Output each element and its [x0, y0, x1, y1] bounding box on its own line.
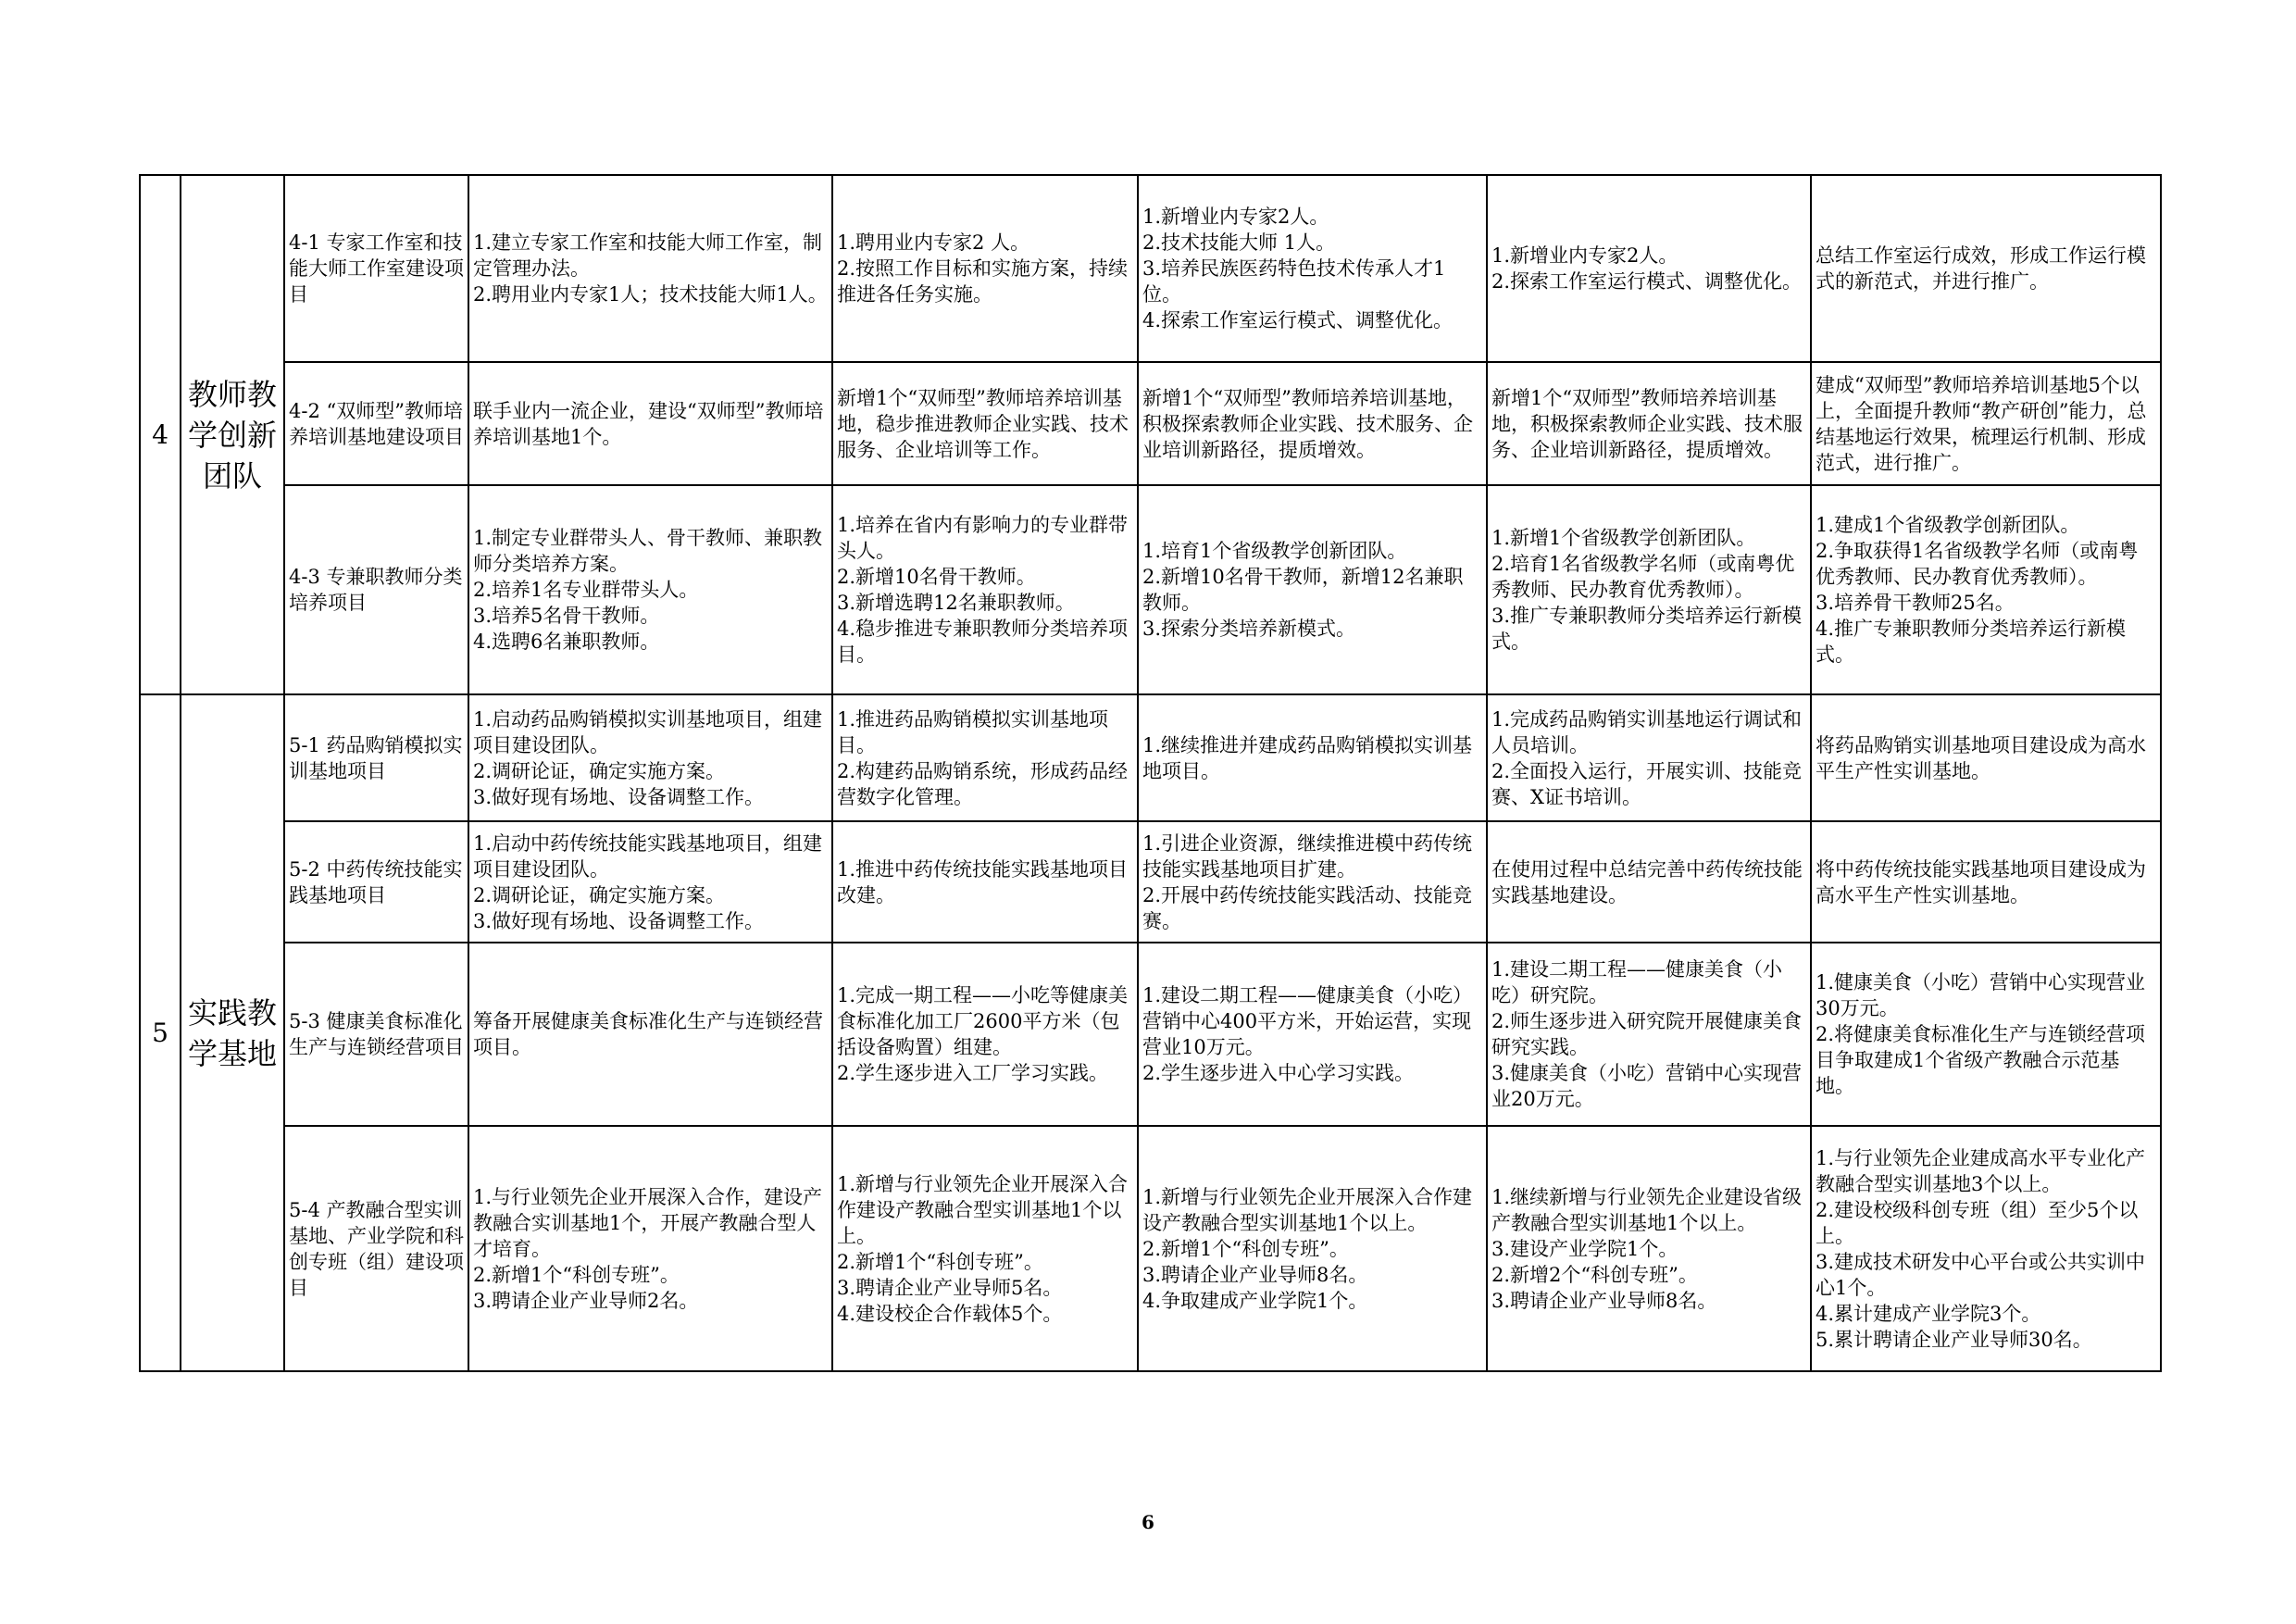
- project-name: 4-3 专兼职教师分类培养项目: [284, 485, 468, 694]
- stage-item: 1.新增与行业领先企业开展深入合作建设产教融合型实训基地1个以上。: [837, 1172, 1129, 1247]
- stage-item: 1.建立专家工作室和技能大师工作室，制定管理办法。: [473, 231, 823, 280]
- stage-item: 3.建成技术研发中心平台或公共实训中心1个。: [1816, 1250, 2146, 1299]
- stage-item: 2.全面投入运行，开展实训、技能竞赛、X证书培训。: [1491, 759, 1803, 808]
- stage-cell: [832, 694, 1138, 821]
- stage-item: 5.累计聘请企业产业导师30名。: [1816, 1328, 2092, 1351]
- stage-cell: [1138, 485, 1487, 694]
- stage-item: 3.聘请企业产业导师8名。: [1142, 1263, 1368, 1286]
- section-category: 实践教学基地: [181, 694, 284, 1371]
- stage-item: 2.按照工作目标和实施方案，持续推进各任务实施。: [837, 257, 1129, 306]
- stage-cell: [1811, 1126, 2161, 1371]
- stage-item: 联手业内一流企业，建设“双师型”教师培养培训基地1个。: [473, 399, 824, 448]
- stage-item: 2.新增2个“科创专班”。: [1491, 1263, 1698, 1286]
- stage-item: 2.新增1个“科创专班”。: [473, 1263, 680, 1286]
- stage-cell: [1811, 694, 2161, 821]
- stage-cell: [832, 485, 1138, 694]
- project-name: 5-2 中药传统技能实践基地项目: [284, 821, 468, 943]
- section-number: 4: [140, 175, 181, 694]
- stage-cell: [1138, 821, 1487, 943]
- stage-item: 3.做好现有场地、设备调整工作。: [473, 909, 765, 932]
- stage-item: 1.推进药品购销模拟实训基地项目。: [837, 707, 1109, 756]
- stage-item: 总结工作室运行成效，形成工作运行模式的新范式，并进行推广。: [1816, 244, 2146, 293]
- stage-item: 2.新增1个“科创专班”。: [837, 1250, 1043, 1273]
- project-name: 4-2 “双师型”教师培养培训基地建设项目: [284, 362, 468, 485]
- stage-item: 新增1个“双师型”教师培养培训基地，积极探索教师企业实践、技术服务、企业培训新路径，提质增效。: [1491, 386, 1803, 461]
- plan-table-body: [140, 175, 2161, 1371]
- stage-cell: [1138, 694, 1487, 821]
- stage-item: 3.建设产业学院1个。: [1491, 1237, 1678, 1260]
- stage-cell: [832, 943, 1138, 1126]
- stage-item: 将中药传统技能实践基地项目建设成为高水平生产性实训基地。: [1816, 857, 2146, 906]
- stage-cell: [1811, 821, 2161, 943]
- stage-cell: [1487, 1126, 1811, 1371]
- stage-item: 4.稳步推进专兼职教师分类培养项目。: [837, 618, 1129, 666]
- stage-item: 3.培养骨干教师25名。: [1816, 592, 2015, 614]
- stage-item: 2.培养1名专业群带头人。: [473, 579, 699, 601]
- stage-item: 3.聘请企业产业导师2名。: [473, 1289, 699, 1312]
- stage-item: 1.启动中药传统技能实践基地项目，组建项目建设团队。: [473, 831, 823, 881]
- section-number: 5: [140, 694, 181, 1371]
- table-row: [140, 175, 2161, 362]
- stage-item: 2.师生逐步进入研究院开展健康美食研究实践。: [1491, 1010, 1803, 1058]
- stage-item: 1.建设二期工程——健康美食（小吃）营销中心400平方米，开始运营，实现营业10万元。: [1142, 984, 1473, 1058]
- stage-item: 1.建设二期工程——健康美食（小吃）研究院。: [1491, 958, 1783, 1006]
- stage-item: 1.新增1个省级教学创新团队。: [1491, 527, 1756, 549]
- stage-cell: [1811, 175, 2161, 362]
- stage-cell: [1811, 943, 2161, 1126]
- table-row: [140, 485, 2161, 694]
- stage-item: 1.培育1个省级教学创新团队。: [1142, 540, 1407, 562]
- stage-item: 1.新增业内专家2人。: [1142, 206, 1329, 228]
- table-row: [140, 943, 2161, 1126]
- project-name: 4-1 专家工作室和技能大师工作室建设项目: [284, 175, 468, 362]
- stage-item: 1.启动药品购销模拟实训基地项目，组建项目建设团队。: [473, 707, 823, 756]
- stage-cell: [1487, 362, 1811, 485]
- stage-item: 2.开展中药传统技能实践活动、技能竞赛。: [1142, 883, 1473, 932]
- stage-item: 2.学生逐步进入中心学习实践。: [1142, 1062, 1415, 1084]
- plan-table: [139, 174, 2162, 1372]
- stage-item: 4.探索工作室运行模式、调整优化。: [1142, 309, 1454, 331]
- stage-item: 2.争取获得1名省级教学名师（或南粤优秀教师、民办教育优秀教师）。: [1816, 540, 2139, 588]
- stage-item: 2.调研论证，确定实施方案。: [473, 759, 726, 782]
- stage-item: 1.推进中药传统技能实践基地项目改建。: [837, 857, 1129, 906]
- stage-item: 1.与行业领先企业建成高水平专业化产教融合型实训基地3个以上。: [1816, 1146, 2146, 1195]
- stage-item: 在使用过程中总结完善中药传统技能实践基地建设。: [1491, 857, 1803, 906]
- project-name: 5-3 健康美食标准化生产与连锁经营项目: [284, 943, 468, 1126]
- stage-cell: [832, 362, 1138, 485]
- stage-cell: [1487, 943, 1811, 1126]
- stage-item: 2.探索工作室运行模式、调整优化。: [1491, 270, 1803, 293]
- stage-item: 3.聘请企业产业导师5名。: [837, 1276, 1063, 1299]
- stage-cell: [468, 694, 832, 821]
- stage-item: 2.新增10名骨干教师，新增12名兼职教师。: [1142, 566, 1464, 614]
- stage-cell: [1138, 175, 1487, 362]
- stage-item: 2.新增10名骨干教师。: [837, 566, 1036, 588]
- stage-item: 1.健康美食（小吃）营销中心实现营业30万元。: [1816, 971, 2146, 1019]
- stage-item: 4.累计建成产业学院3个。: [1816, 1302, 2041, 1325]
- stage-item: 4.选聘6名兼职教师。: [473, 631, 660, 653]
- stage-cell: [468, 821, 832, 943]
- stage-item: 新增1个“双师型”教师培养培训基地，稳步推进教师企业实践、技术服务、企业培训等工作。: [837, 386, 1129, 461]
- stage-item: 2.将健康美食标准化生产与连锁经营项目争取建成1个省级产教融合示范基地。: [1816, 1023, 2146, 1097]
- stage-item: 1.与行业领先企业开展深入合作，建设产教融合实训基地1个，开展产教融合型人才培育。: [473, 1185, 823, 1260]
- stage-item: 3.培养5名骨干教师。: [473, 605, 660, 627]
- project-name: 5-4 产教融合型实训基地、产业学院和科创专班（组）建设项目: [284, 1126, 468, 1371]
- stage-cell: [1811, 485, 2161, 694]
- stage-cell: [1487, 175, 1811, 362]
- stage-item: 3.新增选聘12名兼职教师。: [837, 592, 1075, 614]
- stage-item: 将药品购销实训基地项目建设成为高水平生产性实训基地。: [1816, 733, 2146, 782]
- stage-item: 新增1个“双师型”教师培养培训基地，积极探索教师企业实践、技术服务、企业培训新路径，提质增效。: [1142, 386, 1473, 461]
- stage-item: 2.技术技能大师 1人。: [1142, 231, 1336, 254]
- stage-cell: [468, 1126, 832, 1371]
- stage-cell: [468, 175, 832, 362]
- section-category: 教师教学创新团队: [181, 175, 284, 694]
- stage-item: 2.聘用业内专家1人；技术技能大师1人。: [473, 283, 828, 306]
- stage-item: 3.培养民族医药特色技术传承人才1位。: [1142, 257, 1446, 306]
- table-row: [140, 821, 2161, 943]
- stage-item: 4.争取建成产业学院1个。: [1142, 1289, 1368, 1312]
- stage-item: 3.聘请企业产业导师8名。: [1491, 1289, 1717, 1312]
- stage-cell: [1811, 362, 2161, 485]
- stage-item: 筹备开展健康美食标准化生产与连锁经营项目。: [473, 1010, 823, 1058]
- stage-item: 1.完成一期工程——小吃等健康美食标准化加工厂2600平方米（包括设备购置）组建。: [837, 984, 1129, 1058]
- stage-cell: [468, 485, 832, 694]
- stage-item: 1.建成1个省级教学创新团队。: [1816, 514, 2080, 536]
- stage-cell: [468, 362, 832, 485]
- stage-item: 3.做好现有场地、设备调整工作。: [473, 785, 765, 808]
- page-number: 6: [1142, 1511, 1154, 1533]
- stage-item: 2.新增1个“科创专班”。: [1142, 1237, 1349, 1260]
- stage-item: 1.完成药品购销实训基地运行调试和人员培训。: [1491, 707, 1803, 756]
- stage-item: 4.推广专兼职教师分类培养运行新模式。: [1816, 618, 2127, 666]
- stage-item: 2.学生逐步进入工厂学习实践。: [837, 1062, 1109, 1084]
- stage-cell: [1138, 362, 1487, 485]
- stage-item: 3.探索分类培养新模式。: [1142, 618, 1356, 640]
- table-row: [140, 1126, 2161, 1371]
- stage-item: 4.建设校企合作载体5个。: [837, 1302, 1063, 1325]
- stage-item: 1.培养在省内有影响力的专业群带头人。: [837, 514, 1129, 562]
- table-row: [140, 694, 2161, 821]
- stage-item: 1.制定专业群带头人、骨干教师、兼职教师分类培养方案。: [473, 527, 823, 575]
- stage-cell: [1138, 1126, 1487, 1371]
- project-name: 5-1 药品购销模拟实训基地项目: [284, 694, 468, 821]
- stage-item: 3.健康美食（小吃）营销中心实现营业20万元。: [1491, 1062, 1803, 1110]
- stage-cell: [1487, 821, 1811, 943]
- stage-item: 1.新增与行业领先企业开展深入合作建设产教融合型实训基地1个以上。: [1142, 1185, 1473, 1234]
- stage-cell: [832, 1126, 1138, 1371]
- stage-item: 2.建设校级科创专班（组）至少5个以上。: [1816, 1198, 2139, 1247]
- stage-cell: [1487, 485, 1811, 694]
- stage-item: 2.构建药品购销系统，形成药品经营数字化管理。: [837, 759, 1129, 808]
- stage-item: 1.新增业内专家2人。: [1491, 244, 1678, 267]
- stage-item: 1.聘用业内专家2 人。: [837, 231, 1030, 254]
- stage-item: 1.继续新增与行业领先企业建设省级产教融合型实训基地1个以上。: [1491, 1185, 1803, 1234]
- stage-item: 1.引进企业资源，继续推进模中药传统技能实践基地项目扩建。: [1142, 831, 1473, 881]
- stage-item: 1.继续推进并建成药品购销模拟实训基地项目。: [1142, 733, 1473, 782]
- stage-cell: [832, 821, 1138, 943]
- stage-cell: [1487, 694, 1811, 821]
- stage-item: 建成“双师型”教师培养培训基地5个以上，全面提升教师“教产研创”能力，总结基地运行效果，梳理运行机制、形成范式，进行推广。: [1816, 373, 2147, 474]
- stage-item: 2.培育1名省级教学名师（或南粤优秀教师、民办教育优秀教师）。: [1491, 553, 1795, 601]
- stage-cell: [832, 175, 1138, 362]
- table-row: [140, 362, 2161, 485]
- stage-item: 3.推广专兼职教师分类培养运行新模式。: [1491, 605, 1803, 653]
- stage-cell: [1138, 943, 1487, 1126]
- stage-cell: [468, 943, 832, 1126]
- stage-item: 2.调研论证，确定实施方案。: [473, 883, 726, 906]
